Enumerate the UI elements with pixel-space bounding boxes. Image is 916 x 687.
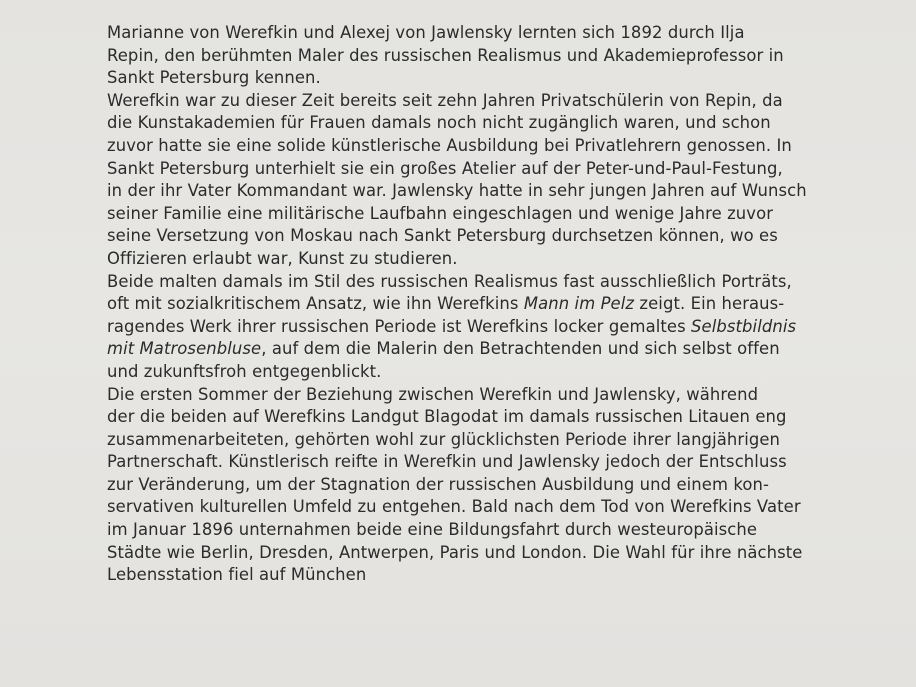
text-segment: zeigt. Ein heraus- <box>634 294 785 314</box>
text-line <box>107 67 907 90</box>
text-segment: der die beiden auf Werefkins Landgut Blagodat im damals russischen Litauen eng <box>107 407 787 427</box>
text-segment: Beide malten damals im Stil des russischen Realismus fast ausschließlich Porträts, <box>107 271 792 291</box>
text-line <box>107 474 907 497</box>
text-line <box>107 451 907 474</box>
paragraph-1 <box>107 22 907 90</box>
text-line <box>107 203 907 226</box>
text-segment: Offizieren erlaubt war, Kunst zu studieren. <box>107 248 458 268</box>
text-line <box>107 338 907 361</box>
text-line <box>107 225 907 248</box>
text-line <box>107 45 907 68</box>
paragraph-2 <box>107 90 907 271</box>
text-segment: Sankt Petersburg unterhielt sie ein großes Atelier auf der Peter-und-Paul-Festung, <box>107 158 783 178</box>
text-line <box>107 22 907 45</box>
text-line <box>107 112 907 135</box>
artwork-title: Mann im Pelz <box>523 294 635 314</box>
text-segment: Partnerschaft. Künstlerisch reifte in Werefkin und Jawlensky jedoch der Entschluss <box>107 452 787 472</box>
text-segment: im Januar 1896 unternahmen beide eine Bildungsfahrt durch westeuropäische <box>107 520 758 540</box>
text-segment: Sankt Petersburg kennen. <box>107 68 321 88</box>
text-segment: , auf dem die Malerin den Betrachtenden und sich selbst offen <box>261 339 780 359</box>
text-segment: ragendes Werk ihrer russischen Periode ist Werefkins locker gemaltes <box>107 316 692 336</box>
text-segment: zusammenarbeiteten, gehörten wohl zur glücklichsten Periode ihrer langjährigen <box>107 429 781 449</box>
text-line <box>107 90 907 113</box>
text-line <box>107 384 907 407</box>
text-segment: in der ihr Vater Kommandant war. Jawlensky hatte in sehr jungen Jahren auf Wunsch <box>107 181 807 201</box>
text-line <box>107 519 907 542</box>
text-line <box>107 180 907 203</box>
text-line <box>107 248 907 271</box>
paragraph-4 <box>107 384 907 587</box>
text-segment: Repin, den berühmten Maler des russischen Realismus und Akademieprofessor in <box>107 45 784 65</box>
text-segment: Marianne von Werefkin und Alexej von Jawlensky lernten sich 1892 durch Ilja <box>107 23 745 42</box>
text-line <box>107 316 907 339</box>
text-line <box>107 293 907 316</box>
text-segment: zur Veränderung, um der Stagnation der russischen Ausbildung und einem kon- <box>107 474 769 494</box>
text-segment: Lebensstation fiel auf München <box>107 565 367 585</box>
artwork-title: Selbstbildnis <box>691 316 797 336</box>
text-segment: und zukunftsfroh entgegenblickt. <box>107 361 382 381</box>
text-segment: oft mit sozialkritischem Ansatz, wie ihn Werefkins <box>107 294 524 314</box>
text-segment: Städte wie Berlin, Dresden, Antwerpen, Paris und London. Die Wahl für ihre nächste <box>107 542 803 562</box>
text-line <box>107 564 907 587</box>
text-segment: Werefkin war zu dieser Zeit bereits seit zehn Jahren Privatschülerin von Repin, da <box>107 90 783 110</box>
text-segment: servativen kulturellen Umfeld zu entgehen. Bald nach dem Tod von Werefkins Vater <box>107 497 801 517</box>
text-line <box>107 361 907 384</box>
text-segment: die Kunstakademien für Frauen damals noch nicht zugänglich waren, und schon <box>107 113 771 133</box>
wall-text-body <box>107 22 907 587</box>
text-line <box>107 271 907 294</box>
artwork-title: mit Matrosenbluse <box>107 339 262 359</box>
paragraph-3 <box>107 271 907 384</box>
text-line <box>107 542 907 565</box>
text-segment: zuvor hatte sie eine solide künstlerische Ausbildung bei Privatlehrern genossen. In <box>107 135 792 155</box>
text-line <box>107 496 907 519</box>
text-segment: seine Versetzung von Moskau nach Sankt Petersburg durchsetzen können, wo es <box>107 226 778 246</box>
text-line <box>107 429 907 452</box>
text-segment: Die ersten Sommer der Beziehung zwischen Werefkin und Jawlensky, während <box>107 384 759 404</box>
text-line <box>107 135 907 158</box>
text-line <box>107 158 907 181</box>
text-line <box>107 406 907 429</box>
text-segment: seiner Familie eine militärische Laufbahn eingeschlagen und wenige Jahre zuvor <box>107 203 774 223</box>
